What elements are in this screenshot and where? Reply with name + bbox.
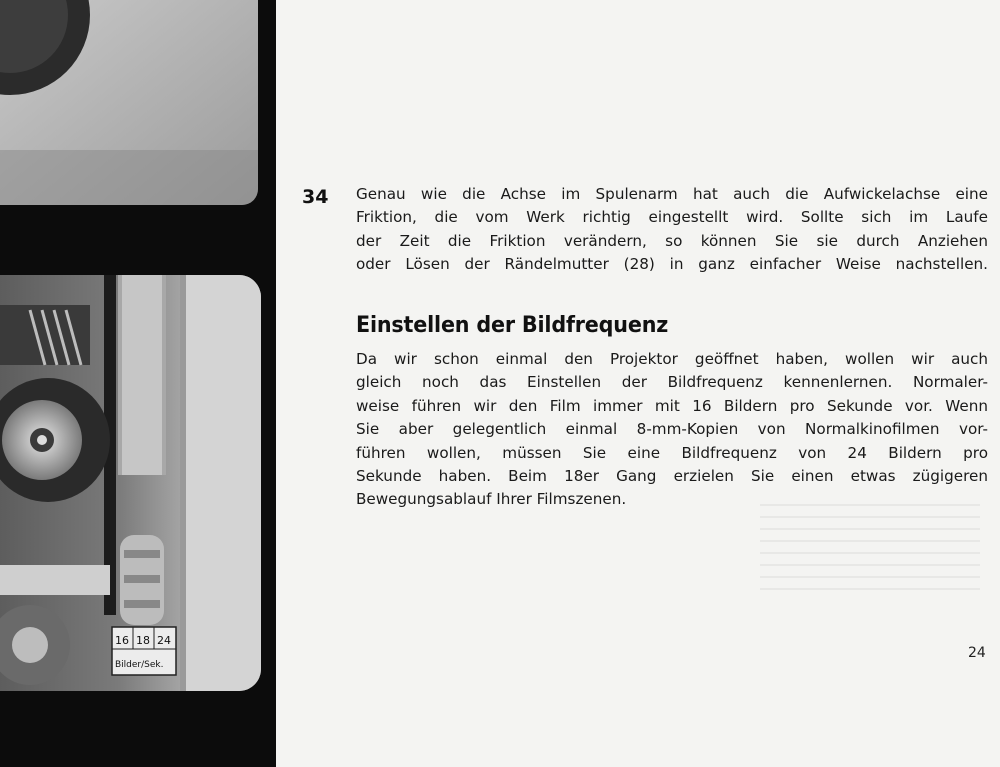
projector-photo-bottom [0, 275, 261, 691]
section-number: 34 [302, 186, 329, 208]
text-line: der Zeit die Friktion verändern, so können Sie sie durch Anziehen [356, 231, 988, 250]
speed-label-18: 18 [136, 634, 150, 647]
text-line: gleich noch das Einstellen der Bildfrequenz kennenlernen. Normaler- [356, 373, 988, 392]
text-line: Sie aber gelegentlich einmal 8-mm-Kopien von Normalkinofilmen vor- [356, 420, 988, 439]
text-line: Bewegungsablauf Ihrer Filmszenen. [356, 490, 627, 509]
section-heading: Einstellen der Bildfrequenz [356, 312, 669, 338]
photo-strip [0, 0, 276, 767]
text-line: Da wir schon einmal den Projektor geöffnet haben, wollen wir auch [356, 350, 988, 368]
speed-label-24: 24 [157, 634, 171, 647]
paragraph-frame-rate [356, 348, 988, 512]
text-line: oder Lösen der Rändelmutter (28) in ganz einfacher Weise nachstellen. [356, 255, 988, 274]
speed-unit-label: Bilder/Sek. [115, 660, 164, 670]
page-number: 24 [968, 645, 986, 661]
show-through-texture [760, 500, 980, 590]
text-line: führen wollen, müssen Sie eine Bildfrequenz von 24 Bildern pro [356, 443, 988, 462]
text-line: weise führen wir den Film immer mit 16 Bildern pro Sekunde vor. Wenn [356, 396, 988, 415]
text-line: Genau wie die Achse im Spulenarm hat auch die Aufwickelachse eine [356, 185, 988, 203]
projector-photo-top [0, 0, 258, 205]
text-line: Sekunde haben. Beim 18er Gang erzielen Sie einen etwas zügigeren [356, 467, 988, 486]
text-line: Friktion, die vom Werk richtig eingestellt wird. Sollte sich im Laufe [356, 208, 988, 227]
paragraph-friction [356, 183, 988, 277]
speed-label-16: 16 [115, 634, 129, 647]
